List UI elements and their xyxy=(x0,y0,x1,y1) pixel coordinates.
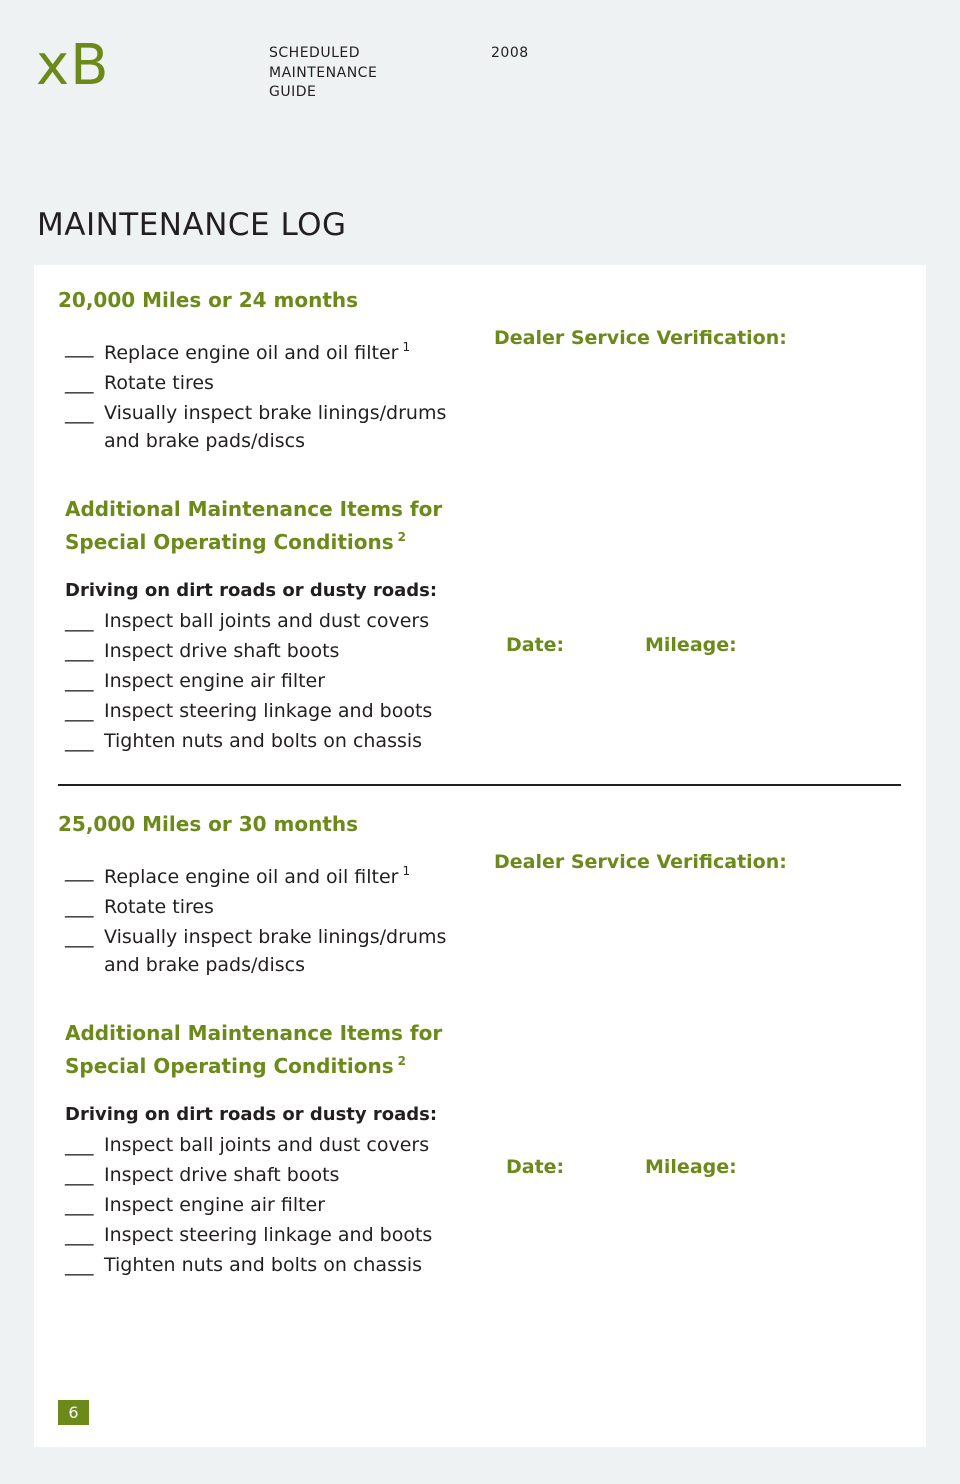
list-item xyxy=(65,333,485,367)
list-item xyxy=(65,1191,485,1219)
item-text: Inspect engine air filter xyxy=(104,1194,326,1216)
checkbox-blank[interactable]: ___ xyxy=(65,730,94,752)
interval-title: 25,000 Miles or 30 months xyxy=(58,812,359,836)
item-text: Inspect drive shaft boots xyxy=(104,1164,340,1186)
additional-title-text: Additional Maintenance Items for Special Operating Conditions xyxy=(65,497,443,554)
item-text: Tighten nuts and bolts on chassis xyxy=(104,730,423,752)
footnote-marker: 2 xyxy=(397,1054,406,1068)
checkbox-blank[interactable]: ___ xyxy=(65,860,94,882)
dealer-verification-label: Dealer Service Verification: xyxy=(494,851,787,873)
footnote-marker: 1 xyxy=(402,340,411,354)
list-item xyxy=(65,1131,485,1159)
item-text: Visually inspect brake linings/drums and brake pads/discs xyxy=(104,402,447,452)
checkbox-blank[interactable]: ___ xyxy=(65,1164,94,1186)
item-text: Rotate tires xyxy=(104,896,214,918)
item-text: Tighten nuts and bolts on chassis xyxy=(104,1254,423,1276)
maintenance-items-list xyxy=(65,333,485,457)
checkbox-blank[interactable]: ___ xyxy=(65,372,94,394)
page-title: MAINTENANCE LOG xyxy=(37,207,347,243)
additional-title-text: Additional Maintenance Items for Special Operating Conditions xyxy=(65,1021,443,1078)
additional-items-title xyxy=(65,495,485,556)
checkbox-blank[interactable]: ___ xyxy=(65,610,94,632)
condition-items-list xyxy=(65,607,485,757)
mileage-label: Mileage: xyxy=(645,634,737,656)
maintenance-items-list xyxy=(65,857,485,981)
checkbox-blank[interactable]: ___ xyxy=(65,640,94,662)
guide-title-line: GUIDE xyxy=(269,84,317,100)
condition-heading: Driving on dirt roads or dusty roads: xyxy=(65,1104,438,1125)
list-item xyxy=(65,893,485,921)
date-label: Date: xyxy=(506,634,565,656)
list-item xyxy=(65,399,485,455)
checkbox-blank[interactable]: ___ xyxy=(65,1134,94,1156)
dealer-verification-label: Dealer Service Verification: xyxy=(494,327,787,349)
checkbox-blank[interactable]: ___ xyxy=(65,670,94,692)
list-item xyxy=(65,1221,485,1249)
additional-items-title xyxy=(65,1019,485,1080)
list-item xyxy=(65,697,485,725)
condition-items-list xyxy=(65,1131,485,1281)
guide-title xyxy=(269,44,377,103)
item-text: Rotate tires xyxy=(104,372,214,394)
list-item xyxy=(65,637,485,665)
list-item xyxy=(65,727,485,755)
checkbox-blank[interactable]: ___ xyxy=(65,336,94,358)
interval-title: 20,000 Miles or 24 months xyxy=(58,288,359,312)
checkbox-blank[interactable]: ___ xyxy=(65,926,94,948)
item-text: Replace engine oil and oil filter xyxy=(104,866,399,888)
footnote-marker: 2 xyxy=(397,530,406,544)
item-text: Inspect drive shaft boots xyxy=(104,640,340,662)
maintenance-log-panel xyxy=(34,265,926,1447)
checkbox-blank[interactable]: ___ xyxy=(65,1194,94,1216)
footnote-marker: 1 xyxy=(402,864,411,878)
list-item xyxy=(65,857,485,891)
item-text: Inspect engine air filter xyxy=(104,670,326,692)
condition-heading: Driving on dirt roads or dusty roads: xyxy=(65,580,438,601)
checkbox-blank[interactable]: ___ xyxy=(65,1254,94,1276)
item-text: Inspect steering linkage and boots xyxy=(104,1224,433,1246)
checkbox-blank[interactable]: ___ xyxy=(65,700,94,722)
guide-title-line: MAINTENANCE xyxy=(269,64,378,81)
section-divider xyxy=(58,784,901,786)
checkbox-blank[interactable]: ___ xyxy=(65,402,94,424)
guide-title-line: SCHEDULED xyxy=(269,45,360,61)
checkbox-blank[interactable]: ___ xyxy=(65,1224,94,1246)
item-text: Inspect ball joints and dust covers xyxy=(104,1134,430,1156)
list-item xyxy=(65,607,485,635)
list-item xyxy=(65,667,485,695)
checkbox-blank[interactable]: ___ xyxy=(65,896,94,918)
date-label: Date: xyxy=(506,1156,565,1178)
item-text: Visually inspect brake linings/drums and brake pads/discs xyxy=(104,926,447,976)
guide-year: 2008 xyxy=(491,45,529,61)
list-item xyxy=(65,1161,485,1189)
list-item xyxy=(65,923,485,979)
list-item xyxy=(65,1251,485,1279)
item-text: Replace engine oil and oil filter xyxy=(104,342,399,364)
page-number: 6 xyxy=(58,1400,89,1425)
item-text: Inspect ball joints and dust covers xyxy=(104,610,430,632)
list-item xyxy=(65,369,485,397)
mileage-label: Mileage: xyxy=(645,1156,737,1178)
brand-logo: xB xyxy=(36,33,110,98)
item-text: Inspect steering linkage and boots xyxy=(104,700,433,722)
